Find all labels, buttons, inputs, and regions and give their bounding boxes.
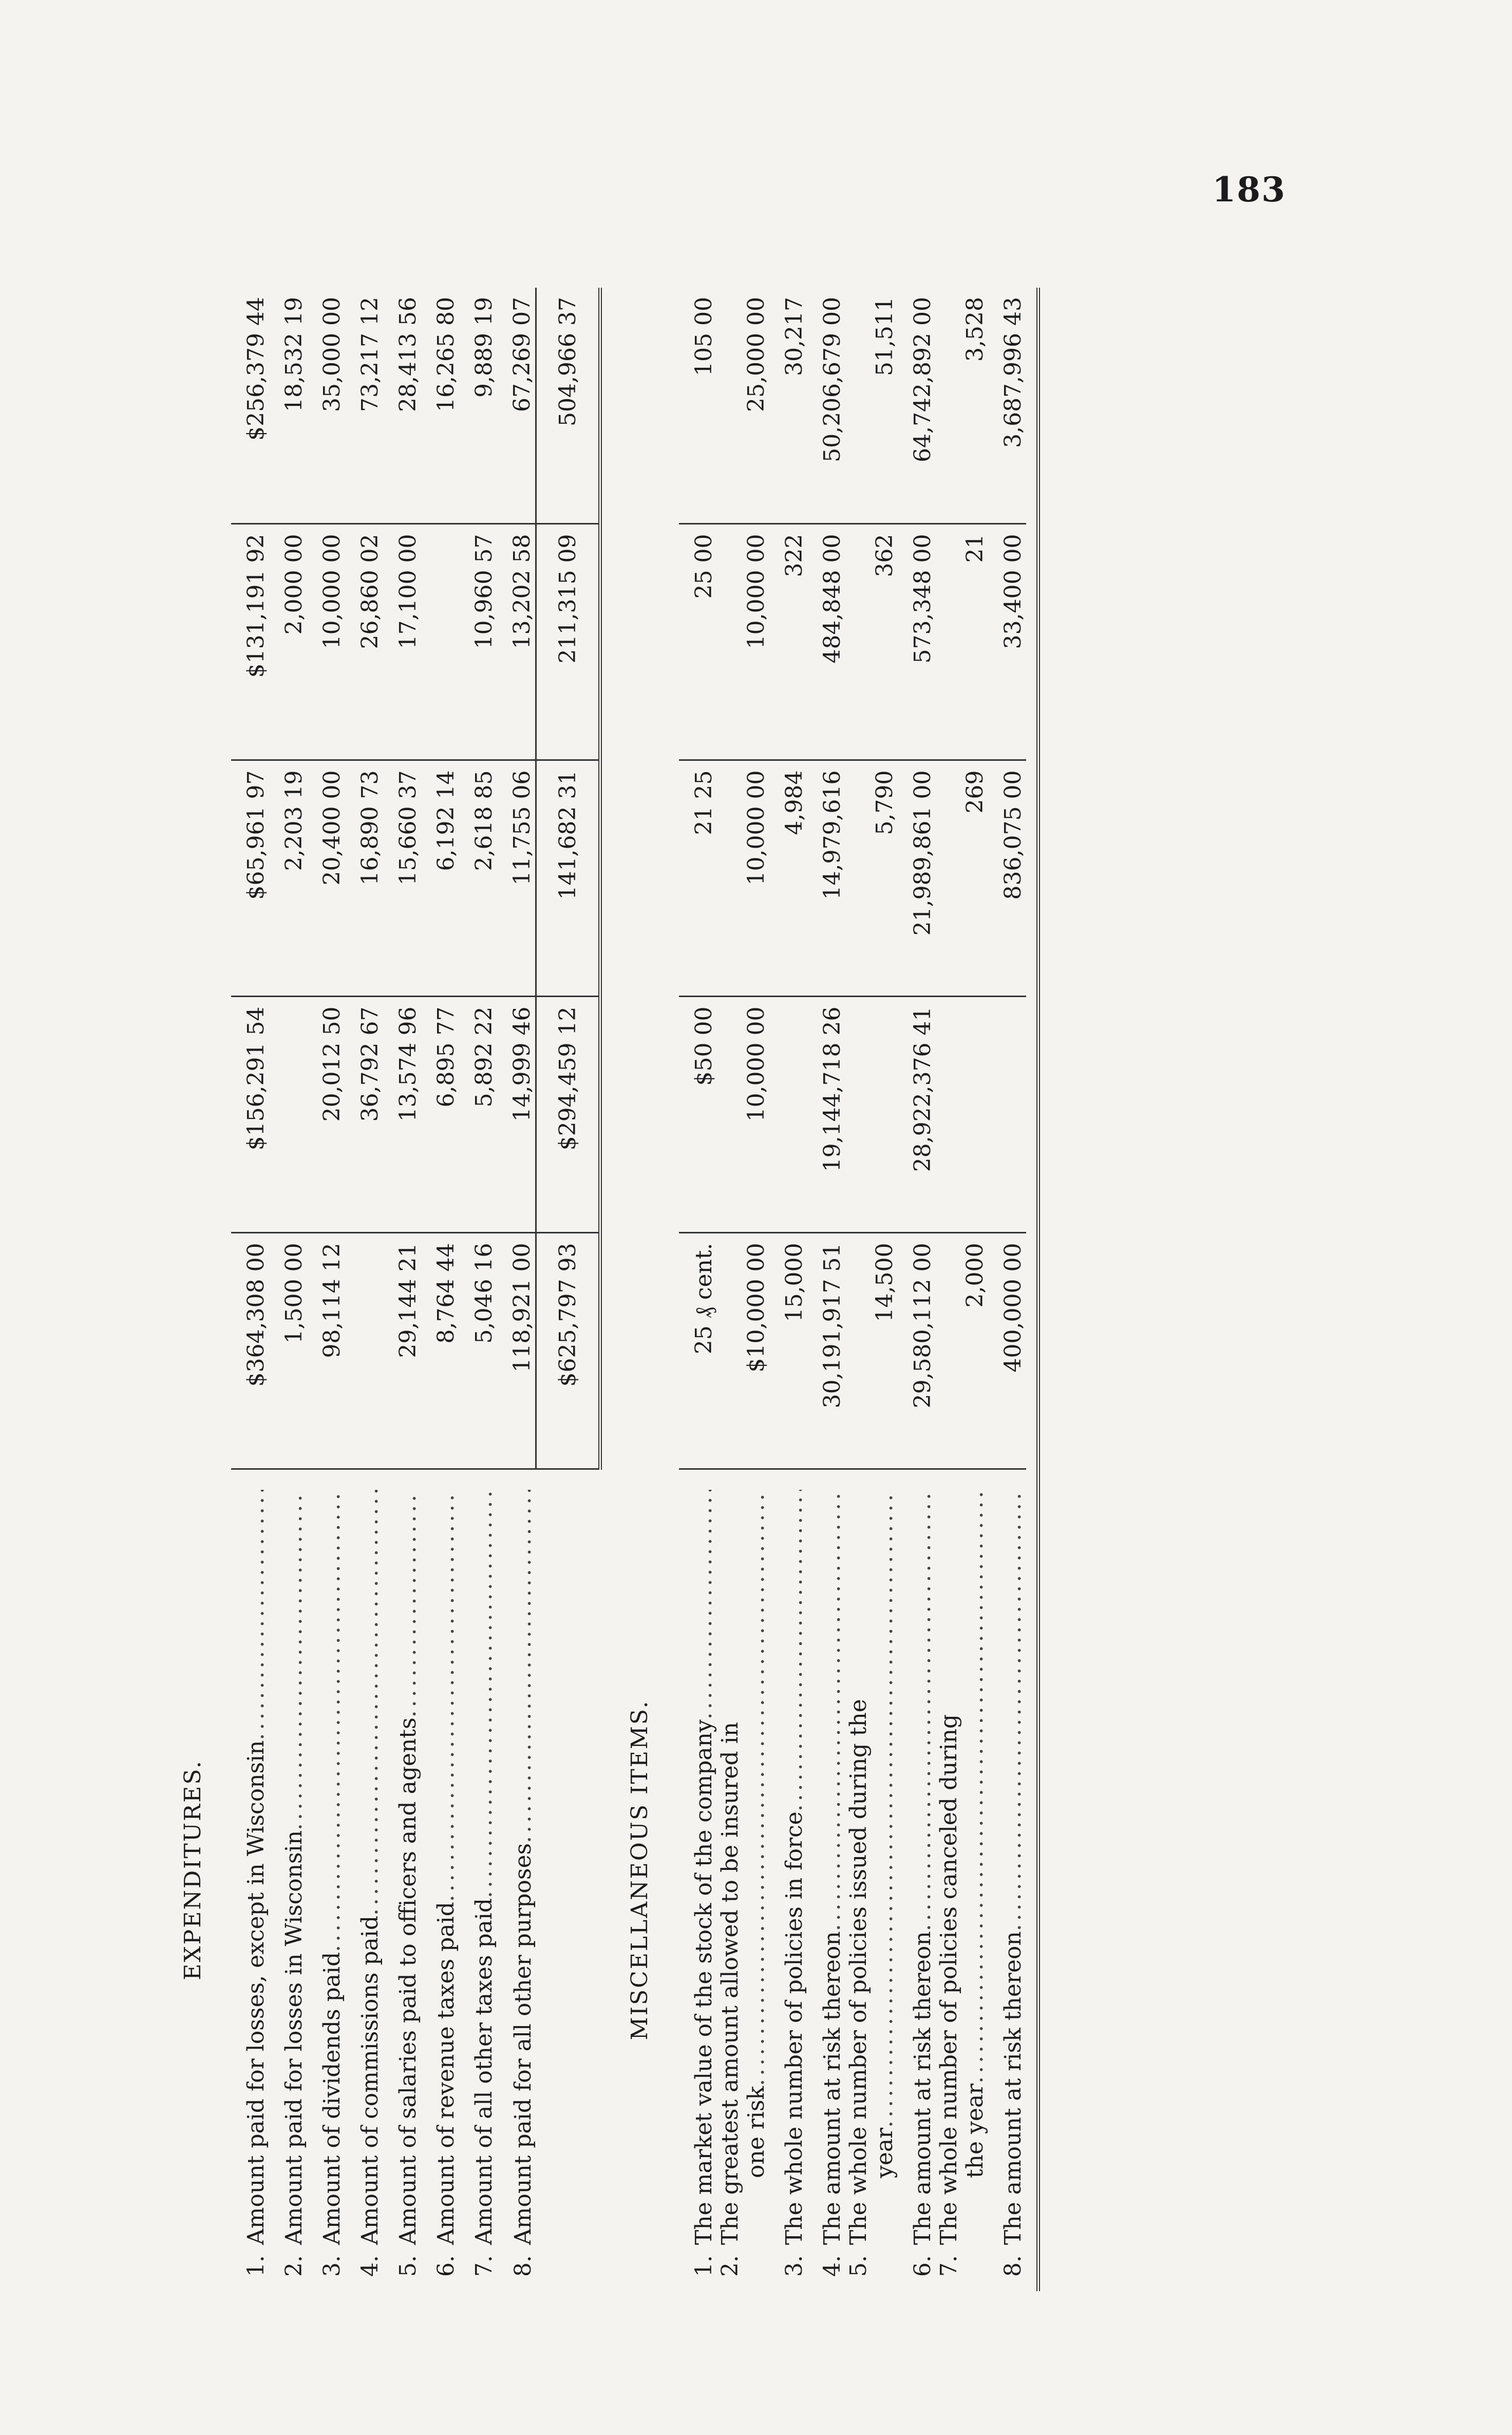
value-col-4 bbox=[421, 524, 459, 760]
leader-dots bbox=[471, 1490, 497, 1898]
value-col-2: 36,792 67 bbox=[345, 997, 383, 1233]
empty-cell bbox=[154, 524, 231, 760]
expenditure-row bbox=[497, 288, 536, 2291]
financial-statement-table bbox=[154, 288, 1040, 2291]
misc-item-row bbox=[807, 288, 845, 2291]
value-col-2: 10,000 00 bbox=[717, 997, 769, 1233]
item-text: Amount of dividends paid bbox=[319, 1952, 345, 2245]
misc-item-label-cell bbox=[936, 1469, 988, 2291]
value-col-4: 21 bbox=[936, 524, 988, 760]
value-col-2 bbox=[845, 997, 898, 1233]
item-text: Amount paid for losses in Wisconsin bbox=[281, 1830, 307, 2245]
value-col-5: 64,742,892 00 bbox=[910, 297, 936, 462]
misc-item-label-continuation bbox=[743, 1490, 769, 2291]
item-text: The amount at risk thereon bbox=[819, 1931, 845, 2245]
expenditure-row bbox=[269, 288, 307, 2291]
total-col-2: $294,459 12 bbox=[536, 997, 600, 1233]
value-col-5: 25,000 00 bbox=[743, 297, 769, 412]
item-number: 5. bbox=[395, 2255, 421, 2277]
total-col-4: 211,315 09 bbox=[536, 524, 600, 760]
value-col-2: 14,999 46 bbox=[497, 997, 536, 1233]
misc-item-row bbox=[936, 288, 988, 2291]
expenditure-label-cell bbox=[421, 1469, 459, 2291]
expenditure-label-cell bbox=[383, 1469, 421, 2291]
page-number: 183 bbox=[1212, 170, 1286, 210]
value-col-4: $131,191 92 bbox=[231, 524, 269, 760]
value-col-3: 21 25 bbox=[679, 760, 717, 997]
table-end-rule bbox=[1026, 288, 1038, 2291]
misc-item-row bbox=[717, 288, 769, 2291]
misc-item-label bbox=[936, 1490, 962, 2291]
misc-item-label-cell bbox=[898, 1469, 936, 2291]
value-col-2: 28,922,376 41 bbox=[898, 997, 936, 1233]
expenditure-label bbox=[281, 1490, 307, 2291]
item-text-continuation: year bbox=[872, 2127, 898, 2178]
total-col-5: 504,966 37 bbox=[536, 288, 600, 524]
value-col-3: 21,989,861 00 bbox=[898, 760, 936, 997]
value-col-1: 30,191,917 51 bbox=[807, 1233, 845, 1469]
expenditure-row bbox=[231, 288, 269, 2291]
expenditure-label-cell bbox=[231, 1469, 269, 2291]
misc-heading-cell bbox=[600, 1469, 679, 2291]
expenditure-label-cell bbox=[269, 1469, 307, 2291]
item-text: The whole number of policies issued during the bbox=[845, 1699, 872, 2245]
misc-item-label-cell bbox=[807, 1469, 845, 2291]
expenditure-label-cell bbox=[345, 1469, 383, 2291]
value-col-2: 13,574 96 bbox=[383, 997, 421, 1233]
misc-heading: MISCELLANEOUS ITEMS. bbox=[626, 1699, 653, 2040]
misc-item-label bbox=[717, 1490, 743, 2291]
value-col-1: $364,308 00 bbox=[231, 1233, 269, 1469]
value-col-5: 105 00 bbox=[691, 297, 717, 376]
value-col-5: 30,217 bbox=[781, 297, 807, 376]
rule-cell bbox=[1026, 1469, 1038, 2291]
value-col-5: 3,528 bbox=[962, 297, 988, 362]
expenditure-label bbox=[395, 1490, 421, 2291]
value-col-1: 29,144 21 bbox=[383, 1233, 421, 1469]
value-col-1: $10,000 00 bbox=[717, 1233, 769, 1469]
totals-label-cell bbox=[536, 1469, 600, 2291]
misc-item-row bbox=[769, 288, 807, 2291]
value-col-4: 33,400 00 bbox=[988, 524, 1026, 760]
misc-item-row bbox=[679, 288, 717, 2291]
item-text: Amount paid for all other purposes bbox=[509, 1843, 536, 2245]
misc-item-label-cell bbox=[845, 1469, 898, 2291]
item-number: 7. bbox=[936, 2255, 962, 2277]
rule-cell bbox=[1026, 524, 1038, 760]
expenditures-heading-cell bbox=[154, 1469, 231, 2291]
value-col-2: $50 00 bbox=[679, 997, 717, 1233]
value-col-3: 2,203 19 bbox=[269, 760, 307, 997]
value-col-4: 362 bbox=[845, 524, 898, 760]
empty-cell bbox=[600, 524, 679, 760]
empty-cell bbox=[600, 760, 679, 997]
value-col-2: 19,144,718 26 bbox=[807, 997, 845, 1233]
leader-dots bbox=[395, 1490, 421, 1717]
expenditure-label-cell bbox=[497, 1469, 536, 2291]
expenditures-heading-row bbox=[154, 288, 231, 2291]
rule-cell bbox=[1026, 997, 1038, 1233]
item-text: The whole number of policies canceled during bbox=[936, 1714, 962, 2245]
leader-dots bbox=[872, 1490, 898, 2128]
misc-item-label-continuation bbox=[962, 1490, 988, 2291]
misc-item-label bbox=[1000, 1490, 1026, 2291]
item-number: 5. bbox=[845, 2255, 872, 2277]
item-text: The whole number of policies in force bbox=[781, 1811, 807, 2245]
expenditure-label bbox=[319, 1490, 345, 2291]
empty-cell bbox=[600, 288, 679, 524]
item-number: 7. bbox=[471, 2255, 497, 2277]
item-number: 4. bbox=[819, 2255, 845, 2277]
leader-dots bbox=[319, 1490, 345, 1952]
leader-dots bbox=[819, 1490, 845, 1931]
expenditure-row bbox=[459, 288, 497, 2291]
value-col-2 bbox=[936, 997, 988, 1233]
value-col-4: 25 00 bbox=[679, 524, 717, 760]
expenditure-label bbox=[357, 1490, 383, 2291]
expenditure-label bbox=[433, 1490, 459, 2291]
leader-dots bbox=[781, 1490, 807, 1811]
expenditure-label-cell bbox=[307, 1469, 345, 2291]
leader-dots bbox=[691, 1490, 717, 1719]
misc-item-row bbox=[898, 288, 936, 2291]
item-text: Amount paid for losses, except in Wisconsin bbox=[243, 1740, 269, 2245]
item-number: 1. bbox=[243, 2255, 269, 2277]
expenditure-label bbox=[243, 1490, 269, 2291]
rule-cell bbox=[1026, 288, 1038, 524]
total-col-1: $625,797 93 bbox=[536, 1233, 600, 1469]
value-col-3: 10,000 00 bbox=[717, 760, 769, 997]
item-text-continuation: the year bbox=[962, 2083, 988, 2178]
empty-cell bbox=[600, 1233, 679, 1469]
misc-item-row bbox=[845, 288, 898, 2291]
value-col-5: $256,379 44 bbox=[243, 297, 269, 441]
value-col-5: 28,413 56 bbox=[395, 297, 421, 412]
value-col-4: 26,860 02 bbox=[345, 524, 383, 760]
expenditure-row bbox=[307, 288, 345, 2291]
leader-dots bbox=[433, 1490, 459, 1902]
empty-cell bbox=[154, 760, 231, 997]
value-col-1: 400,000 00 bbox=[988, 1233, 1026, 1469]
value-col-4: 17,100 00 bbox=[383, 524, 421, 760]
value-col-4: 10,000 00 bbox=[307, 524, 345, 760]
value-col-1 bbox=[345, 1233, 383, 1469]
item-number: 6. bbox=[433, 2255, 459, 2277]
value-col-5: 73,217 12 bbox=[357, 297, 383, 412]
item-text: The amount at risk thereon bbox=[910, 1931, 936, 2245]
value-col-3: 14,979,616 bbox=[807, 760, 845, 997]
value-col-3: 11,755 06 bbox=[497, 760, 536, 997]
leader-dots bbox=[281, 1490, 307, 1830]
value-col-4: 10,000 00 bbox=[717, 524, 769, 760]
misc-heading-row bbox=[600, 288, 679, 2291]
misc-item-label-cell bbox=[679, 1469, 717, 2291]
item-number: 6. bbox=[910, 2255, 936, 2277]
rule-cell bbox=[1026, 1233, 1038, 1469]
leader-dots bbox=[962, 1490, 988, 2084]
value-col-2 bbox=[769, 997, 807, 1233]
item-text: Amount of salaries paid to officers and agents bbox=[395, 1717, 421, 2245]
item-number: 1. bbox=[691, 2255, 717, 2277]
value-col-5: 50,206,679 00 bbox=[819, 297, 845, 462]
value-col-2: 20,012 50 bbox=[307, 997, 345, 1233]
misc-item-label-cell bbox=[769, 1469, 807, 2291]
item-number: 3. bbox=[781, 2255, 807, 2277]
value-col-4: 13,202 58 bbox=[497, 524, 536, 760]
misc-item-label-cell bbox=[717, 1469, 769, 2291]
empty-cell bbox=[154, 997, 231, 1233]
leader-dots bbox=[743, 1490, 769, 2086]
rotated-table-block bbox=[154, 288, 1037, 2291]
expenditure-row bbox=[383, 288, 421, 2291]
value-col-1: 14,500 bbox=[845, 1233, 898, 1469]
item-number: 2. bbox=[281, 2255, 307, 2277]
value-col-2: 6,895 77 bbox=[421, 997, 459, 1233]
value-col-1: 118,921 00 bbox=[497, 1233, 536, 1469]
misc-item-label-continuation bbox=[872, 1490, 898, 2291]
expenditure-row bbox=[345, 288, 383, 2291]
leader-dots bbox=[910, 1490, 936, 1931]
item-number: 3. bbox=[319, 2255, 345, 2277]
value-col-3: $65,961 97 bbox=[231, 760, 269, 997]
leader-dots bbox=[243, 1490, 269, 1740]
value-col-1: 98,114 12 bbox=[307, 1233, 345, 1469]
total-col-3: 141,682 31 bbox=[536, 760, 600, 997]
value-col-3: 6,192 14 bbox=[421, 760, 459, 997]
value-col-1: 2,000 bbox=[936, 1233, 988, 1469]
expenditure-label bbox=[471, 1490, 497, 2291]
value-col-1: 5,046 16 bbox=[459, 1233, 497, 1469]
item-number: 8. bbox=[1000, 2255, 1026, 2277]
item-number: 8. bbox=[509, 2255, 536, 2277]
leader-dots bbox=[1000, 1490, 1026, 1931]
value-col-5: 67,269 07 bbox=[509, 297, 535, 412]
misc-item-label-cell bbox=[988, 1469, 1026, 2291]
expenditure-label-cell bbox=[459, 1469, 497, 2291]
value-col-1: 8,764 44 bbox=[421, 1233, 459, 1469]
item-text: The greatest amount allowed to be insured in bbox=[717, 1722, 743, 2245]
item-text: The amount at risk thereon bbox=[1000, 1931, 1026, 2245]
item-text-continuation: one risk bbox=[743, 2086, 769, 2178]
value-col-2: $156,291 54 bbox=[231, 997, 269, 1233]
value-col-1: 1,500 00 bbox=[269, 1233, 307, 1469]
misc-item-label bbox=[845, 1490, 872, 2291]
value-col-3: 20,400 00 bbox=[307, 760, 345, 997]
expenditure-row bbox=[421, 288, 459, 2291]
expenditure-label bbox=[510, 1490, 536, 2291]
misc-item-label bbox=[819, 1490, 845, 2291]
value-col-3: 836,075 00 bbox=[988, 760, 1026, 997]
value-col-3: 16,890 73 bbox=[345, 760, 383, 997]
value-col-3: 4,984 bbox=[769, 760, 807, 997]
misc-item-row bbox=[988, 288, 1026, 2291]
item-text: Amount of commissions paid bbox=[357, 1915, 383, 2245]
misc-item-label bbox=[910, 1490, 936, 2291]
misc-item-label bbox=[781, 1490, 807, 2291]
value-col-3: 15,660 37 bbox=[383, 760, 421, 997]
value-col-4: 2,000 00 bbox=[269, 524, 307, 760]
value-col-5: 3,687,996 43 bbox=[1000, 297, 1026, 448]
empty-cell bbox=[600, 997, 679, 1233]
value-col-3: 5,790 bbox=[845, 760, 898, 997]
expenditures-heading: EXPENDITURES. bbox=[179, 1759, 206, 1980]
value-col-5: 35,000 00 bbox=[319, 297, 345, 412]
value-col-2 bbox=[988, 997, 1026, 1233]
rule-cell bbox=[1026, 760, 1038, 997]
totals-row bbox=[536, 288, 600, 2291]
value-col-4: 10,960 57 bbox=[459, 524, 497, 760]
item-number: 4. bbox=[357, 2255, 383, 2277]
value-col-3: 2,618 85 bbox=[459, 760, 497, 997]
value-col-5: 51,511 bbox=[872, 297, 898, 376]
value-col-2 bbox=[269, 997, 307, 1233]
leader-dots bbox=[510, 1490, 536, 1843]
value-col-5: 18,532 19 bbox=[281, 297, 307, 412]
value-col-1: 29,580,112 00 bbox=[898, 1233, 936, 1469]
value-col-4: 322 bbox=[769, 524, 807, 760]
leader-dots bbox=[357, 1490, 383, 1916]
value-col-2: 5,892 22 bbox=[459, 997, 497, 1233]
empty-cell bbox=[154, 1233, 231, 1469]
misc-item-label bbox=[691, 1490, 717, 2291]
empty-cell bbox=[154, 288, 231, 524]
value-col-4: 573,348 00 bbox=[898, 524, 936, 760]
value-col-1: 25 ₰ cent. bbox=[679, 1233, 717, 1469]
item-number: 2. bbox=[717, 2255, 743, 2277]
value-col-5: 9,889 19 bbox=[471, 297, 497, 398]
value-col-1: 15,000 bbox=[769, 1233, 807, 1469]
value-col-5: 16,265 80 bbox=[433, 297, 459, 412]
value-col-4: 484,848 00 bbox=[807, 524, 845, 760]
item-text: Amount of revenue taxes paid bbox=[433, 1902, 459, 2245]
item-text: Amount of all other taxes paid bbox=[471, 1898, 497, 2245]
value-col-3: 269 bbox=[936, 760, 988, 997]
item-text: The market value of the stock of the company bbox=[691, 1719, 717, 2245]
